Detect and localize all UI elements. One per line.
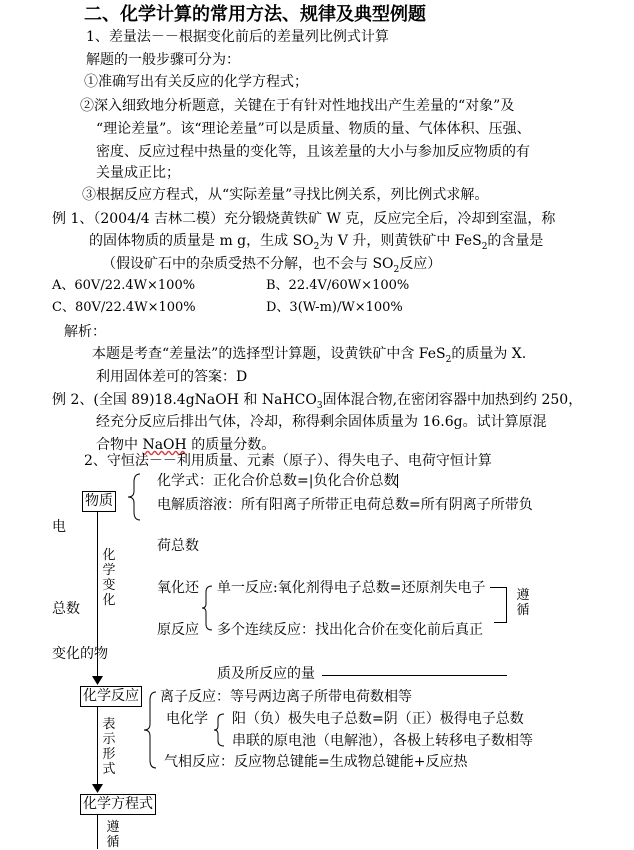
example1-line2: 的固体物质的质量是 m g，生成 $SO_2$为 V 升，则黄铁矿中 FeS$_2$的含量是 [89,233,544,252]
box-substance: 物质 [82,491,116,512]
connector-vertical [506,587,507,623]
option-d: D、3(W-m)/W×100% [266,300,403,315]
label-representation: 表示形式 [102,717,116,777]
option-b: B、22.4V/60W×100% [266,278,410,293]
label-chem-change: 化学变化 [102,548,116,608]
method1-heading: 1、差量法－－根据变化前后的差量列比例式计算 [86,29,389,45]
arrow-line-equation [97,815,98,849]
label-follow-2: 遵循 [106,820,120,850]
single-reaction-rule: 单一反应:氧化剂得电子总数=还原剂失电子 [217,580,486,596]
chem-formula-rule: 化学式：正化合价总数=|负化合价总数 [157,473,398,489]
redox-label-a: 氧化还 [157,580,199,596]
option-c: C、80V/22.4W×100% [52,300,196,315]
step-1: ①准确写出有关反应的化学方程式； [84,74,308,90]
steps-intro: 解题的一般步骤可分为： [86,52,240,68]
brace-reaction [140,690,158,770]
analysis-label: 解析： [64,324,106,340]
electrolyte-rule: 电解质溶液：所有阳离子所带正电荷总数=所有阴离子所带负 [157,497,533,513]
step-2-line3: 密度、反应过程中热量的变化等，且该差量的大小与参加反应物质的有 [96,144,530,160]
page-title: 二、化学计算的常用方法、规律及典型例题 [84,4,426,25]
method2-heading: 2、守恒法－－利用质量、元素（原子）、得失电子、电荷守恒计算 [84,453,492,469]
redox-label-b: 原反应 [157,622,199,638]
step-2-line4: 关量成正比； [96,165,180,181]
example2-line1: 例 2、(全国 89)18.4gNaOH 和 NaHCO$_3$固体混合物,在密闭容器中加热到约 250， [52,392,583,411]
example2-line2: 经充分反应后排出气体，冷却，称得剩余固体质量为 16.6g。试计算原混 [96,414,547,430]
mass-underline [322,675,507,676]
step-2-line1: ②深入细致地分析题意，关键在于有针对性地找出产生差量的“对象”及 [80,98,515,114]
label-follow: 遵循 [516,588,530,618]
brace-electrochem [212,712,226,748]
connector-bottom [494,622,506,623]
analysis-line2: 利用固体差可的答案：D [96,369,248,385]
electrochem-label: 电化学 [166,711,208,727]
brace-substance [124,472,144,522]
arrow-head-down-1 [92,676,103,685]
dian-text: 电 [52,519,66,535]
step-2-line2: “理论差量”。该“理论差量”可以是质量、物质的量、气体体积、压强、 [96,121,531,137]
arrow-line-reaction-equation [97,707,98,789]
example2-line3: 合物中 NaOH 的质量分数。 [96,437,276,453]
mass-line-text: 质及所反应的量 [217,666,315,682]
multi-reaction-rule: 多个连续反应：找出化合价在变化前后真正 [217,622,483,638]
gas-reaction-rule: 气相反应：反应物总键能=生成物总键能+反应热 [164,754,468,770]
brace-redox [200,584,214,632]
step-3: ③根据反应方程式，从“实际差量”寻找比例关系，列比例式求解。 [82,187,489,203]
example1-line1: 例 1、（2004/4 吉林二模）充分锻烧黄铁矿 W 克，反应完全后，冷却到室温，称 [52,211,556,227]
connector-top [490,587,506,588]
series-cell-rule: 串联的原电池（电解池），各极上转移电子数相等 [232,733,533,749]
changed-substance-text: 变化的物 [52,646,108,662]
option-a: A、60V/22.4W×100% [52,278,196,293]
example1-line3: （假设矿石中的杂质受热不分解，也不会与 $SO_2$反应） [102,256,442,275]
text-cursor [397,474,398,488]
total-text: 总数 [52,601,80,617]
ion-reaction-rule: 离子反应：等号两边离子所带电荷数相等 [160,689,412,705]
electrolysis-rule: 阳（负）极失电子总数=阴（正）极得电子总数 [232,711,524,727]
analysis-line1: 本题是考查“差量法”的选择型计算题，设黄铁矿中含 FeS$_2$的质量为 X. [92,346,527,365]
arrow-head-down-2 [92,784,103,793]
box-chemical-reaction: 化学反应 [80,686,142,707]
charge-total-text: 荷总数 [157,538,199,554]
box-chemical-equation: 化学方程式 [80,794,156,815]
